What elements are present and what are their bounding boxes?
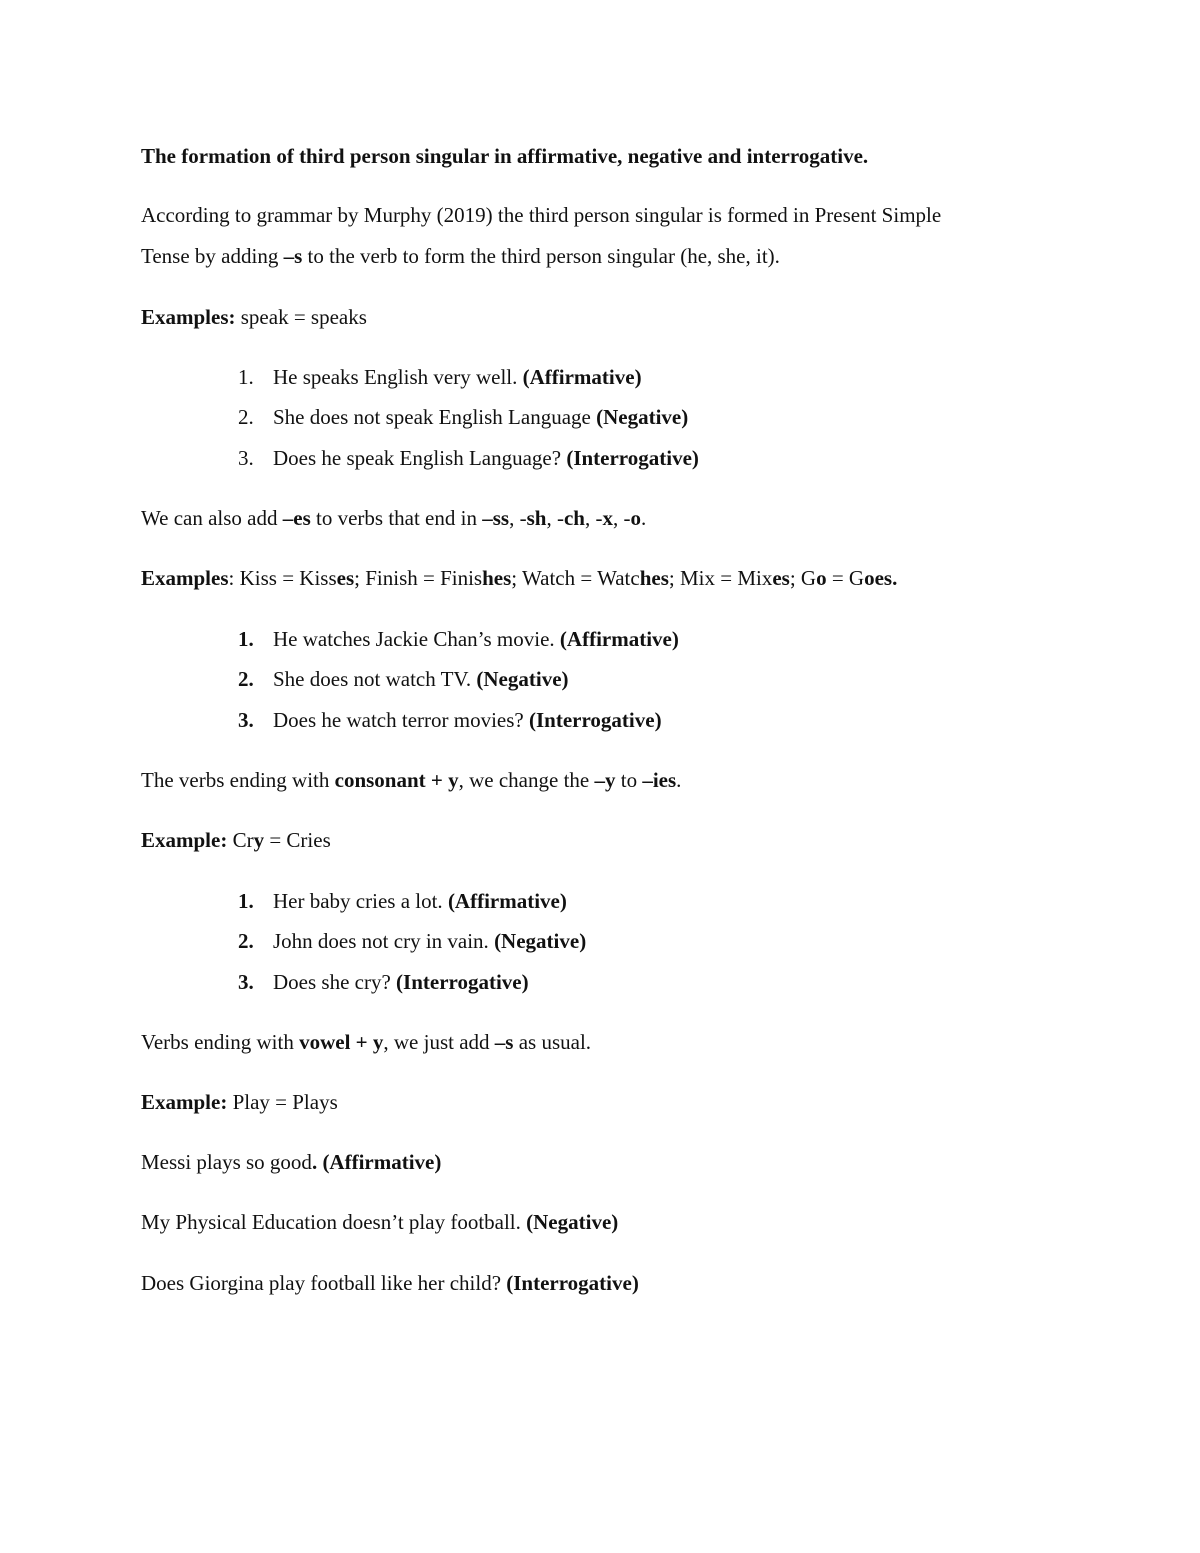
list-number: 2. [238,405,254,429]
suffix: –s [494,1030,514,1054]
rule-text: We can also add [141,506,283,530]
examples-rule-1 [141,307,367,328]
type-tag: . (Affirmative) [311,1150,442,1174]
suffix: hes [482,566,512,590]
rule-text: ; G [789,566,817,590]
rule-text: , - [546,506,564,530]
type-tag: (Negative) [476,667,569,691]
suffix: y [253,828,265,852]
list-item [273,669,569,690]
rule-text: Play = Plays [227,1090,338,1114]
vowel-rule-line [141,1032,591,1053]
type-tag: (Affirmative) [447,889,567,913]
list-item [273,407,688,428]
type-tag: (Negative) [596,405,689,429]
list-number: 2. [238,929,254,953]
rule-text: = Cries [264,828,331,852]
list-item [273,448,699,469]
sentence: He watches Jackie Chan’s movie. [273,627,560,651]
suffix: x [602,506,613,530]
suffix: –es [282,506,311,530]
sentence: Does he speak English Language? [273,446,567,470]
type-tag: (Interrogative) [566,446,699,470]
sentence: John does not cry in vain. [273,929,495,953]
example-label: Example: [141,828,228,852]
rule-text: Cr [227,828,254,852]
intro-text: to the verb to form the third person singular (he, she, it). [302,244,780,268]
rule-keyword: vowel + y [299,1030,384,1054]
list-number: 1. [238,365,254,389]
rule-text: speak = speaks [235,305,367,329]
intro-text: Tense by adding [141,244,284,268]
list-item [273,710,662,731]
suffix: –ies [642,768,677,792]
rule-text: to verbs that end in [310,506,483,530]
intro-line-2 [141,246,780,267]
example-rule-4 [141,1092,338,1113]
sentence-negative [141,1212,618,1233]
suffix-s: –s [283,244,303,268]
document-title: The formation of third person singular in affirmative, negative and interrogative. [141,144,869,168]
suffix: ch [563,506,585,530]
sentence: He speaks English very well. [273,365,523,389]
rule-text: ; Finish = Finis [354,566,483,590]
suffix: es [336,566,355,590]
examples-rule-2 [141,568,897,589]
sentence: Does he watch terror movies? [273,708,529,732]
sentence: Does she cry? [273,970,397,994]
list-item [273,367,642,388]
list-number: 3. [238,708,254,732]
list-item [273,629,679,650]
example-rule-3 [141,830,331,851]
list-number: 1. [238,889,254,913]
rule-text: Verbs ending with [141,1030,300,1054]
type-tag: (Affirmative) [559,627,679,651]
rule-text: , - [509,506,527,530]
type-tag: (Interrogative) [529,708,662,732]
rule-text: ; Mix = Mix [668,566,773,590]
sentence: My Physical Education doesn’t play football. [141,1210,527,1234]
sentence: Does Giorgina play football like her child? [141,1271,507,1295]
rule-text: = G [826,566,865,590]
suffix: es [772,566,790,590]
type-tag: (Affirmative) [522,365,642,389]
suffix: hes [639,566,669,590]
sentence: Her baby cries a lot. [273,889,448,913]
sentence-affirmative [141,1152,441,1173]
intro-line-1 [141,205,941,226]
list-item [273,931,586,952]
examples-label: Examples [141,566,229,590]
suffix: –y [594,768,616,792]
list-number: 2. [238,667,254,691]
rule-text: The verbs ending with [141,768,335,792]
rule-text: , - [584,506,603,530]
rule-text: : Kiss = Kiss [228,566,337,590]
type-tag: (Negative) [526,1210,619,1234]
list-item [273,972,529,993]
type-tag: (Interrogative) [506,1271,639,1295]
rule-text: , - [612,506,631,530]
rule-text: , we change the [458,768,595,792]
suffix: o [630,506,641,530]
sentence: She does not watch TV. [273,667,477,691]
rule-text: to [615,768,643,792]
list-number: 3. [238,970,254,994]
examples-label: Examples: [141,305,236,329]
intro-text: According to grammar by Murphy (2019) the third person singular is formed in Present Simple [141,203,942,227]
list-number: 1. [238,627,254,651]
rule-text: . [676,768,682,792]
es-rule-line [141,508,646,529]
rule-keyword: consonant + y [334,768,459,792]
list-item [273,891,567,912]
sentence-interrogative [141,1273,639,1294]
suffix: oes. [864,566,898,590]
suffix: o [816,566,827,590]
type-tag: (Negative) [494,929,587,953]
ies-rule-line [141,770,681,791]
sentence: She does not speak English Language [273,405,597,429]
type-tag: (Interrogative) [396,970,529,994]
list-number: 3. [238,446,254,470]
sentence: Messi plays so good [141,1150,312,1174]
rule-text: as usual. [513,1030,592,1054]
suffix: sh [526,506,547,530]
rule-text: ; Watch = Watc [511,566,640,590]
rule-text: , we just add [383,1030,495,1054]
suffix: –ss [482,506,510,530]
rule-text: . [640,506,647,530]
example-label: Example: [141,1090,228,1114]
